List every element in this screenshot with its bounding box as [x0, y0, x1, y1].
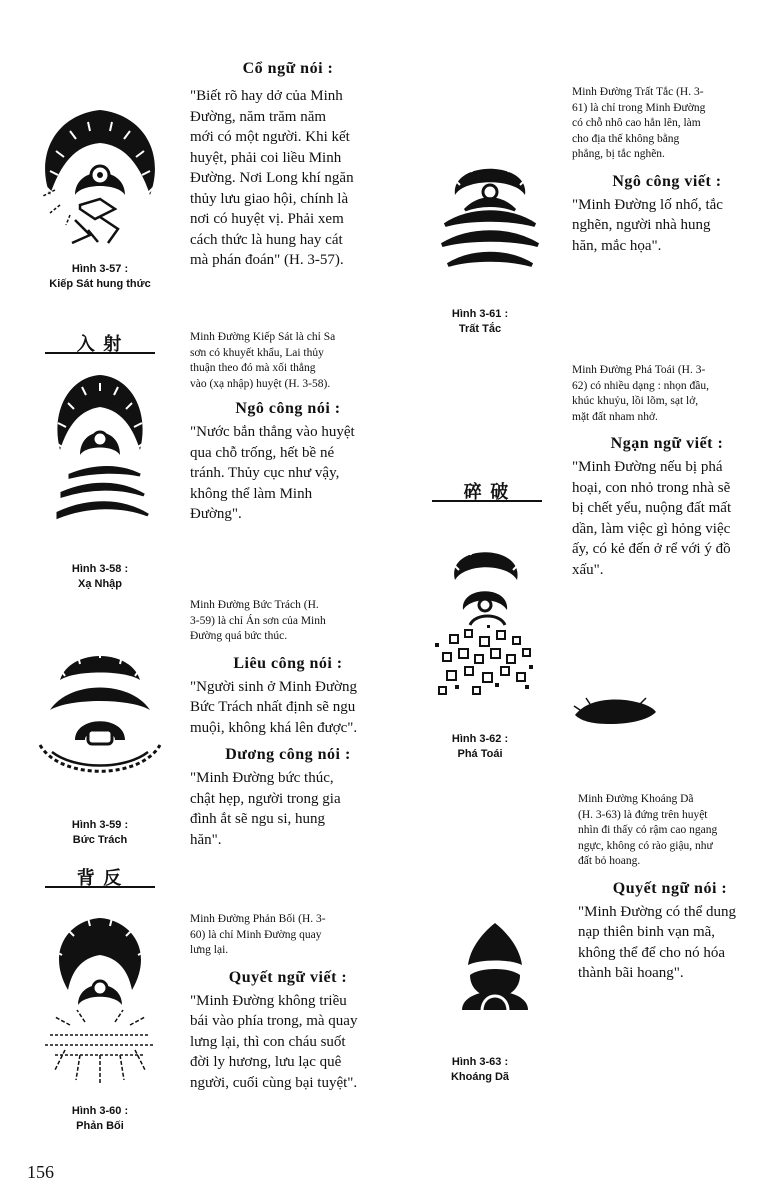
text-line: ấy, có kẻ đến ở rể với ý đồ — [572, 541, 731, 557]
text-line: cách thức là hung hay cát — [190, 231, 343, 248]
figure-3-60-caption — [30, 1104, 170, 1134]
figure-3-63-caption — [410, 1055, 550, 1085]
figure-3-62-illustration — [425, 525, 550, 705]
text-line: chật hẹp, người trong gia — [190, 790, 341, 807]
text-line: nạp thiên binh vạn mã, — [578, 924, 716, 940]
text-line: huyệt, phải coi liều Minh — [190, 149, 342, 166]
caption-title: Khoáng Dã — [450, 1071, 510, 1083]
figure-3-62-chinese-chars: 碎 破 — [463, 482, 511, 502]
caption-number: Hình 3-62 : — [451, 733, 509, 745]
caption-title: Xạ Nhập — [77, 578, 122, 590]
text-line: Minh Đường Kiếp Sát là chỉ Sa — [190, 331, 336, 343]
text-line: mà phán đoán" (H. 3-57). — [190, 252, 344, 268]
section-heading: Ngạn ngữ viết : — [610, 435, 724, 452]
text-line: nghẽn, người nhà hung — [572, 217, 711, 233]
figure-3-57-caption — [30, 262, 170, 292]
text-line: thành bãi hoang". — [578, 965, 684, 981]
right-block-1 — [572, 85, 762, 256]
text-line: hoại, con nhỏ trong nhà sẽ — [572, 479, 731, 496]
text-line: "Minh Đường có thể dung — [578, 903, 737, 920]
figure-3-60-chinese-chars: 背 反 — [76, 868, 124, 888]
text-line: "Minh Đường nếu bị phá — [572, 459, 723, 475]
text-line: 62) có nhiều dạng : nhọn đầu, — [572, 379, 710, 392]
right-block-3 — [578, 792, 762, 984]
page-number: 156 — [27, 1162, 54, 1182]
text-line: 60) là chỉ Minh Đường quay — [190, 928, 322, 941]
text-line: Minh Đường Bức Trách (H. — [190, 599, 319, 611]
text-line: có chỗ nhô cao hẳn lên, làm — [572, 117, 701, 129]
quote-text — [190, 677, 386, 739]
text-line: người, cuối cùng bại tuyệt". — [190, 1074, 358, 1091]
text-line: hăn, mắc họa". — [572, 237, 662, 254]
middle-block-2 — [190, 330, 386, 525]
description-text — [578, 792, 762, 870]
text-line: đất bỏ hoang. — [578, 855, 641, 867]
caption-number: Hình 3-58 : — [71, 563, 129, 575]
quote-text — [572, 195, 762, 257]
text-line: thuận theo đó mà xối thẳng — [190, 362, 316, 374]
text-line: nhìn đi thấy cỏ rậm cao ngang — [578, 824, 718, 836]
text-line: ngực, không có rào giậu, như — [578, 839, 713, 852]
text-line: 3-59) là chỉ Án sơn của Minh — [190, 614, 326, 627]
caption-title: Kiếp Sát hung thức — [49, 278, 151, 290]
text-line: Đường". — [190, 506, 242, 522]
right-block-2 — [572, 363, 762, 580]
text-line: Minh Đường Trất Tắc (H. 3- — [572, 86, 704, 98]
description-text — [190, 598, 386, 645]
text-line: bái vào phía trong, mà quay — [190, 1013, 358, 1029]
text-line: (H. 3-63) là đứng trên huyệt — [578, 808, 708, 821]
text-line: nơi có huyệt vị. Phải xem — [190, 211, 344, 227]
text-line: "Minh Đường bức thúc, — [190, 770, 334, 786]
text-line: hăn". — [190, 831, 222, 848]
text-line: cho địa thế không bằng — [572, 132, 680, 145]
text-line: thủy lưu giao hội, chính là — [190, 190, 349, 207]
middle-block-1 — [190, 60, 386, 271]
figure-3-58-chinese-chars: 入 射 — [76, 334, 124, 354]
text-line: vào (xạ nhập) huyệt (H. 3-58). — [190, 377, 331, 390]
text-line: 61) là chỉ trong Minh Đường — [572, 101, 706, 114]
figure-3-59-illustration — [30, 640, 170, 790]
text-line: Minh Đường Khoáng Dã — [578, 793, 694, 805]
caption-number: Hình 3-61 : — [451, 308, 509, 320]
quote-text — [190, 422, 386, 525]
text-line: dần, làm việc gì hỏng việc — [572, 520, 731, 537]
description-text — [572, 363, 762, 425]
caption-title: Phản Bối — [76, 1120, 124, 1132]
figure-3-57-illustration — [30, 95, 170, 260]
text-line: mới có một người. Khi kết — [190, 129, 350, 145]
text-line: sơn có khuyết khẩu, Lai thủy — [190, 346, 324, 359]
section-heading: Ngô công nói : — [235, 400, 341, 417]
section-heading: Quyết ngữ nói : — [612, 879, 728, 897]
caption-title: Phá Toái — [457, 748, 503, 760]
caption-number: Hình 3-60 : — [71, 1105, 129, 1117]
section-heading: Cổ ngữ nói : — [242, 60, 334, 77]
caption-title: Trất Tắc — [458, 323, 502, 335]
caption-title: Bức Trách — [72, 834, 128, 846]
middle-block-4 — [190, 912, 386, 1093]
text-line: Đường, năm trăm năm — [190, 108, 327, 125]
section-heading: Liêu công nói : — [233, 654, 343, 672]
middle-block-3 — [190, 598, 386, 850]
text-line: tránh. Thủy cục như vậy, — [190, 465, 340, 481]
description-text — [572, 85, 762, 163]
text-line: "Minh Đường không triều — [190, 992, 347, 1009]
section-heading: Quyết ngữ viết : — [228, 968, 348, 986]
text-line: không thể làm Minh — [190, 485, 313, 502]
figure-3-61-illustration — [430, 140, 550, 285]
text-line: Minh Đường Phá Toái (H. 3- — [572, 364, 706, 376]
figure-3-59-caption — [30, 818, 170, 848]
text-line: phẳng, bị tắc nghẽn. — [572, 148, 665, 160]
divider — [432, 500, 542, 502]
ink-smudge — [570, 690, 660, 735]
caption-number: Hình 3-57 : — [71, 263, 129, 275]
text-line: Minh Đường Phản Bối (H. 3- — [190, 913, 326, 925]
figure-3-63-illustration — [440, 915, 550, 1025]
text-line: đình ắt sẽ ngu si, hung — [190, 811, 325, 827]
text-line: Đường. Nơi Long khí ngăn — [190, 170, 354, 186]
text-line: mặt đất nham nhở. — [572, 410, 658, 423]
text-line: muội, không khá lên được". — [190, 719, 358, 736]
figure-3-60-illustration — [30, 900, 170, 1100]
divider — [45, 886, 155, 888]
text-line: Bức Trách nhất định sẽ ngu — [190, 699, 356, 715]
divider — [45, 352, 155, 354]
quote-text — [578, 902, 762, 984]
quote-text — [190, 991, 386, 1094]
text-line: lưng lại, thì con cháu suốt — [190, 1033, 346, 1050]
description-text — [190, 330, 386, 392]
caption-number: Hình 3-63 : — [451, 1056, 509, 1068]
text-line: "Biết rõ hay dở của Minh — [190, 88, 343, 104]
text-line: đời ly hương, lưu lạc quê — [190, 1054, 342, 1070]
figure-3-58-caption — [30, 562, 170, 592]
quote-text — [572, 457, 762, 580]
text-line: lưng lại. — [190, 944, 229, 956]
text-line: qua chỗ trống, hết bề né — [190, 444, 335, 461]
figure-3-61-caption — [410, 307, 550, 337]
text-line: "Minh Đường lố nhố, tắc — [572, 196, 723, 213]
caption-number: Hình 3-59 : — [71, 819, 129, 831]
figure-3-58-illustration — [40, 365, 160, 525]
quote-text — [190, 768, 386, 850]
text-line: Đường quá bức thúc. — [190, 630, 288, 642]
quote-text — [190, 86, 386, 271]
text-line: "Người sinh ở Minh Đường — [190, 678, 358, 695]
description-text — [190, 912, 386, 959]
text-line: không thể để cho nó hóa — [578, 944, 726, 961]
text-line: khúc khuỷu, lồi lõm, sạt lở, — [572, 395, 699, 407]
section-heading: Dương công nói : — [225, 746, 351, 763]
text-line: bị chết yểu, nuộng đất mất — [572, 500, 732, 516]
section-heading: Ngô công viết : — [612, 172, 722, 190]
text-line: xấu". — [572, 561, 604, 578]
figure-3-62-caption — [410, 732, 550, 762]
text-line: "Nước bắn thẳng vào huyệt — [190, 424, 355, 440]
